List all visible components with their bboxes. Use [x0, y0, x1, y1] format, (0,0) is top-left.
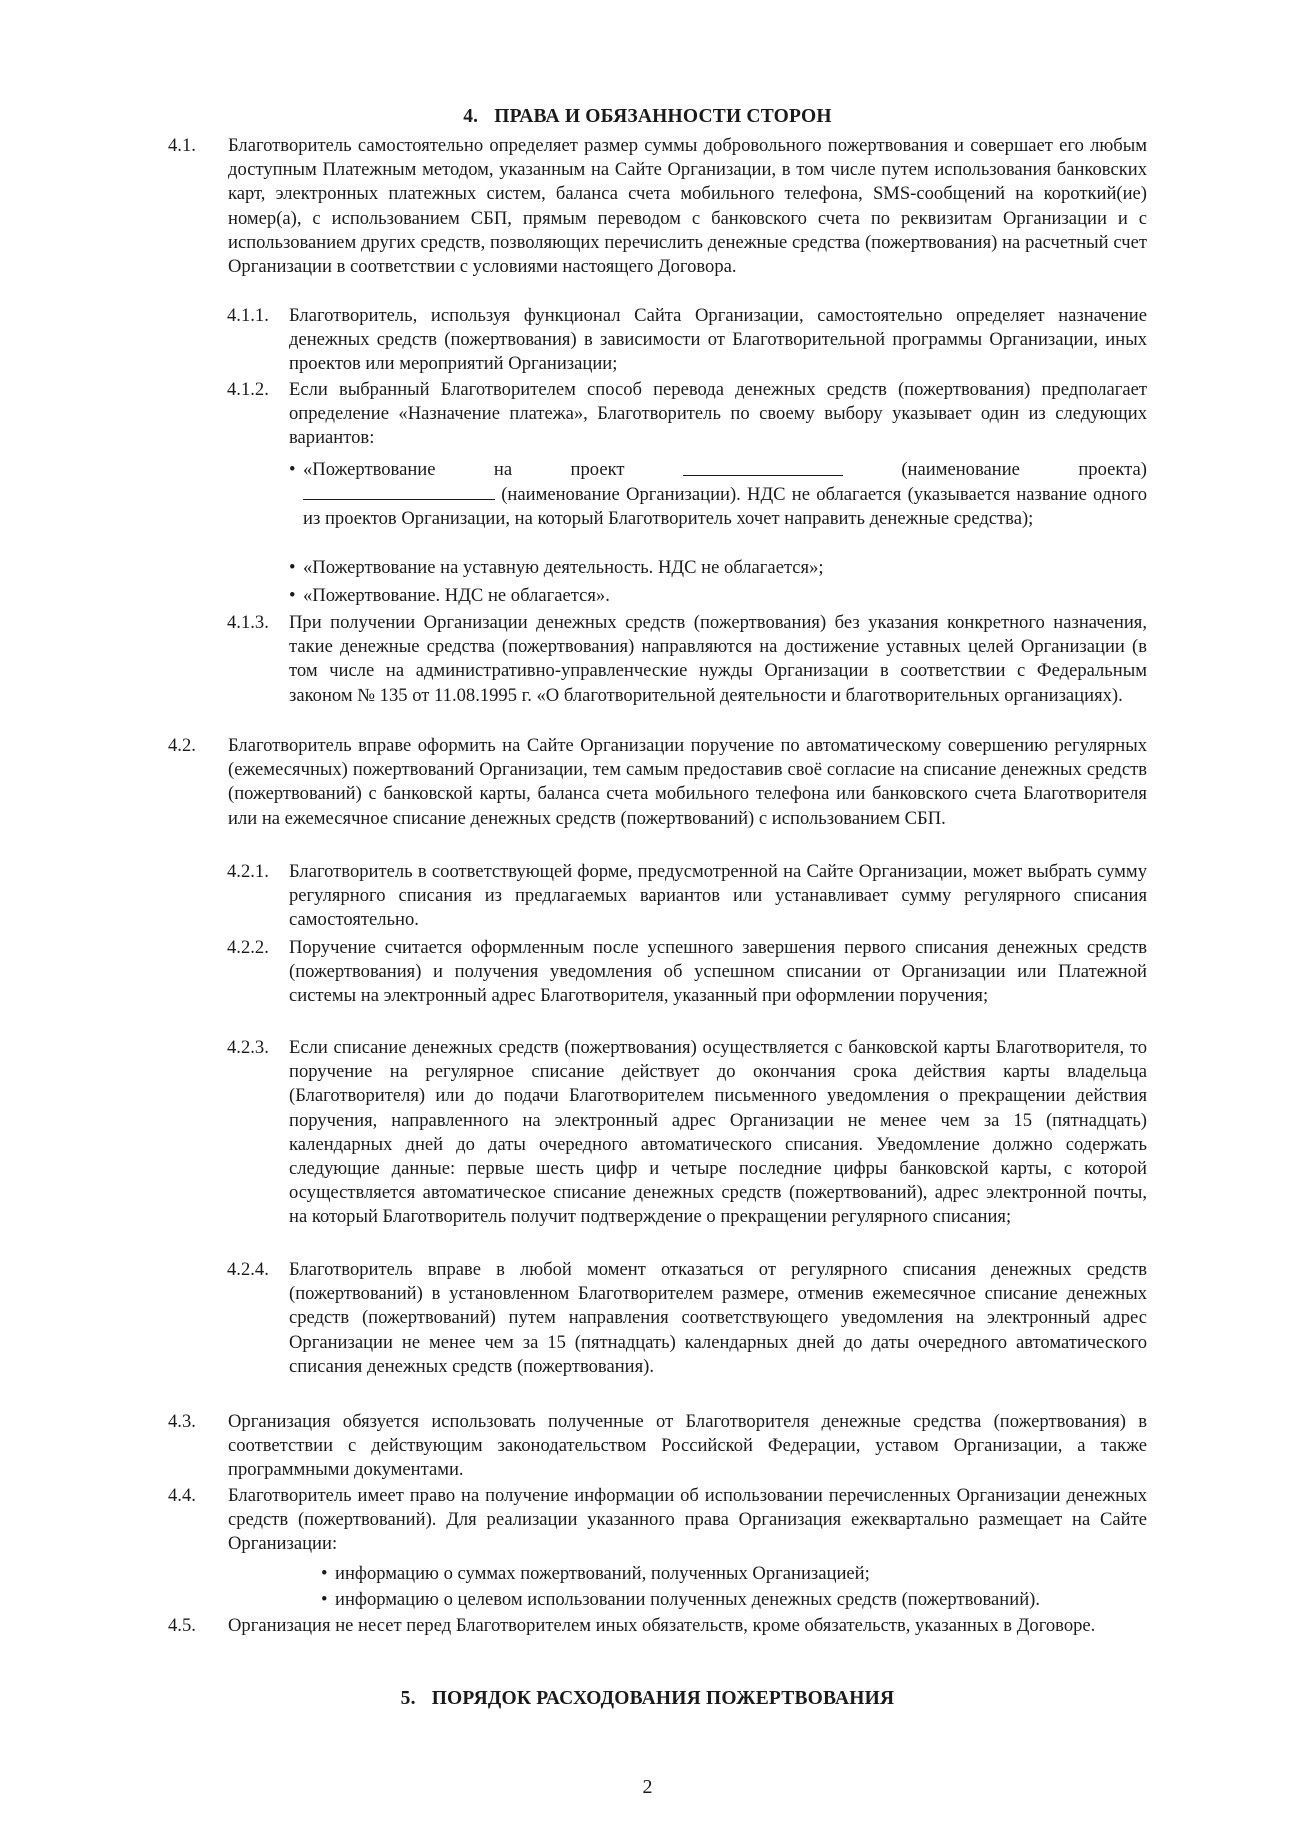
report-item-text: информацию о целевом использовании полученных денежных средств (пожертвований). [335, 1589, 1040, 1610]
clause-4-2-1 [227, 860, 1147, 933]
clause-number: 4.1.3. [227, 612, 269, 633]
bullet-dot: • [289, 585, 296, 606]
purpose-option-project-continued [303, 482, 1147, 531]
clause-text: Поручение считается оформленным после успешного завершения первого списания денежных средств (пожертвования) и получения уведомления об успешном списании от Организации или Платежной системы на электронный адрес Благотворителя, указанный при оформлении поручения; [289, 937, 1147, 1007]
section-5-heading [0, 1688, 1295, 1710]
clause-number: 4.4. [168, 1485, 196, 1506]
clause-text: Благотворитель имеет право на получение информации об использовании перечисленных Организации денежных средств (пожертвований). Для реализации указанного права Организация ежеквартально размещает на Сайте Организации: [228, 1485, 1147, 1555]
option-text: «Пожертвование. НДС не облагается». [303, 585, 610, 606]
word: проекта) [1078, 459, 1147, 480]
clause-text: Благотворитель самостоятельно определяет размер суммы добровольного пожертвования и совершает его любым доступным Платежным методом, указанным на Сайте Организации, в том числе путем использования банковских карт, электронных платежных систем, баланса счета мобильного телефона, SMS-сообщений на короткий(ие) номер(а), с использованием СБП, прямым переводом с банковского счета по реквизитам Организации и с использованием других средств, позволяющих перечислить денежные средства (пожертвования) на расчетный счет Организации в соответствии с условиями настоящего Договора. [228, 135, 1147, 278]
word: «Пожертвование [303, 459, 436, 480]
clause-4-2-2 [227, 936, 1147, 1009]
clause-text: Благотворитель вправе в любой момент отказаться от регулярного списания денежных средств (пожертвований) в установленном Благотворителем размере, отменив ежемесячное списание денежных средств (пожертвований) путем направления соответствующего уведомления на электронный адрес Организации не менее чем за 15 (пятнадцать) календарных дней до даты очередного автоматического списания денежных средств (пожертвования). [289, 1259, 1147, 1377]
clause-text: Благотворитель в соответствующей форме, предусмотренной на Сайте Организации, может выбрать сумму регулярного списания из предлагаемых вариантов или устанавливает сумму регулярного списания самостоятельно. [289, 861, 1147, 931]
purpose-option-project [303, 458, 1147, 532]
clause-text: Организация обязуется использовать полученные от Благотворителя денежные средства (пожертвования) в соответствии с действующим законодательством Российской Федерации, уставом Организации, а также программными документами. [228, 1411, 1147, 1481]
report-item-text: информацию о суммах пожертвований, полученных Организацией; [335, 1563, 870, 1584]
clause-number: 4.1.2. [227, 379, 269, 400]
clause-number: 4.1.1. [227, 305, 269, 326]
word: (наименование [901, 459, 1020, 480]
clause-4-5 [168, 1614, 1147, 1638]
bullet-marker [289, 458, 296, 482]
page-number: 2 [642, 1776, 653, 1798]
clause-4-2-3 [227, 1036, 1147, 1230]
clause-number: 4.2.2. [227, 937, 269, 958]
clause-text: Благотворитель вправе оформить на Сайте Организации поручение по автоматическому совершению регулярных (ежемесячных) пожертвований Организации, тем самым предоставив своё согласие на списание денежных средств (пожертвований) с банковской карты, баланса счета мобильного телефона или банковского счета Благотворителя или на ежемесячное списание денежных средств (пожертвований) с использованием СБП. [228, 735, 1147, 829]
clause-number: 4.5. [168, 1615, 196, 1636]
clause-4-1 [168, 134, 1147, 279]
section-5-number: 5. [400, 1688, 416, 1709]
clause-text: При получении Организации денежных средств (пожертвования) без указания конкретного назначения, такие денежные средства (пожертвования) направляются на достижение уставных целей Организации (в том числе на административно-управленческие нужды Организации в соответствии с Федеральным законом № 135 от 11.08.1995 г. «О благотворительной деятельности и благотворительных организациях). [289, 612, 1147, 706]
clause-4-1-1 [227, 304, 1147, 377]
clause-text: Благотворитель, используя функционал Сайта Организации, самостоятельно определяет назначение денежных средств (пожертвования) в зависимости от Благотворительной программы Организации, иных проектов или мероприятий Организации; [289, 305, 1147, 375]
option-text: «Пожертвование на уставную деятельность. НДС не облагается»; [303, 557, 824, 578]
clause-number: 4.1. [168, 135, 196, 156]
clause-4-1-2 [227, 378, 1147, 451]
purpose-option-project-text: (наименование Организации). НДС не облагается (указывается название одного из проектов Организации, на который Благотворитель хочет направить денежные средства); [303, 484, 1147, 530]
section-4-heading [0, 106, 1295, 128]
clause-number: 4.3. [168, 1411, 196, 1432]
clause-text: Организация не несет перед Благотворителем иных обязательств, кроме обязательств, указанных в Договоре. [228, 1615, 1096, 1636]
clause-number: 4.2.4. [227, 1259, 269, 1280]
clause-4-2-4 [227, 1258, 1147, 1379]
clause-4-4 [168, 1484, 1147, 1557]
bullet-dot: • [289, 557, 296, 578]
clause-text: Если выбранный Благотворителем способ перевода денежных средств (пожертвования) предполагает определение «Назначение платежа», Благотворитель по своему выбору указывает один из следующих вариантов: [289, 379, 1147, 449]
bullet-dot: • [321, 1563, 328, 1584]
clause-number: 4.2.1. [227, 861, 269, 882]
report-item-usage [321, 1588, 1040, 1612]
clause-text: Если списание денежных средств (пожертвования) осуществляется с банковской карты Благотворителя, то поручение на регулярное списание действует до окончания срока действия карты владельца (Благотворителя) или до подачи Благотворителем письменного уведомления о прекращении действия поручения, направленного на электронный адрес Организации не менее чем за 15 (пятнадцать) календарных дней до даты очередного автоматического списания. Уведомление должно содержать следующие данные: первые шесть цифр и четыре последние цифры банковской карты, с которой осуществляется автоматическое списание денежных средств (пожертвований), адрес электронной почты, на который Благотворитель получит подтверждение о прекращении регулярного списания; [289, 1037, 1147, 1228]
clause-4-3 [168, 1410, 1147, 1483]
bullet-dot: • [321, 1589, 328, 1610]
project-name-blank [683, 458, 843, 476]
bullet-dot: • [289, 459, 296, 480]
purpose-option-statutory [289, 556, 824, 580]
report-item-amounts [321, 1562, 870, 1586]
organization-name-blank [303, 482, 495, 500]
clause-number: 4.2. [168, 735, 196, 756]
word: на [493, 459, 513, 480]
section-5-title: ПОРЯДОК РАСХОДОВАНИЯ ПОЖЕРТВОВАНИЯ [431, 1688, 895, 1709]
clause-4-1-3 [227, 611, 1147, 708]
clause-4-2 [168, 734, 1147, 831]
section-4-title: ПРАВА И ОБЯЗАННОСТИ СТОРОН [494, 106, 832, 127]
section-4-number: 4. [463, 106, 479, 127]
clause-number: 4.2.3. [227, 1037, 269, 1058]
purpose-option-project-line1 [303, 458, 1147, 482]
word: проект [570, 459, 625, 480]
purpose-option-general [289, 584, 610, 608]
